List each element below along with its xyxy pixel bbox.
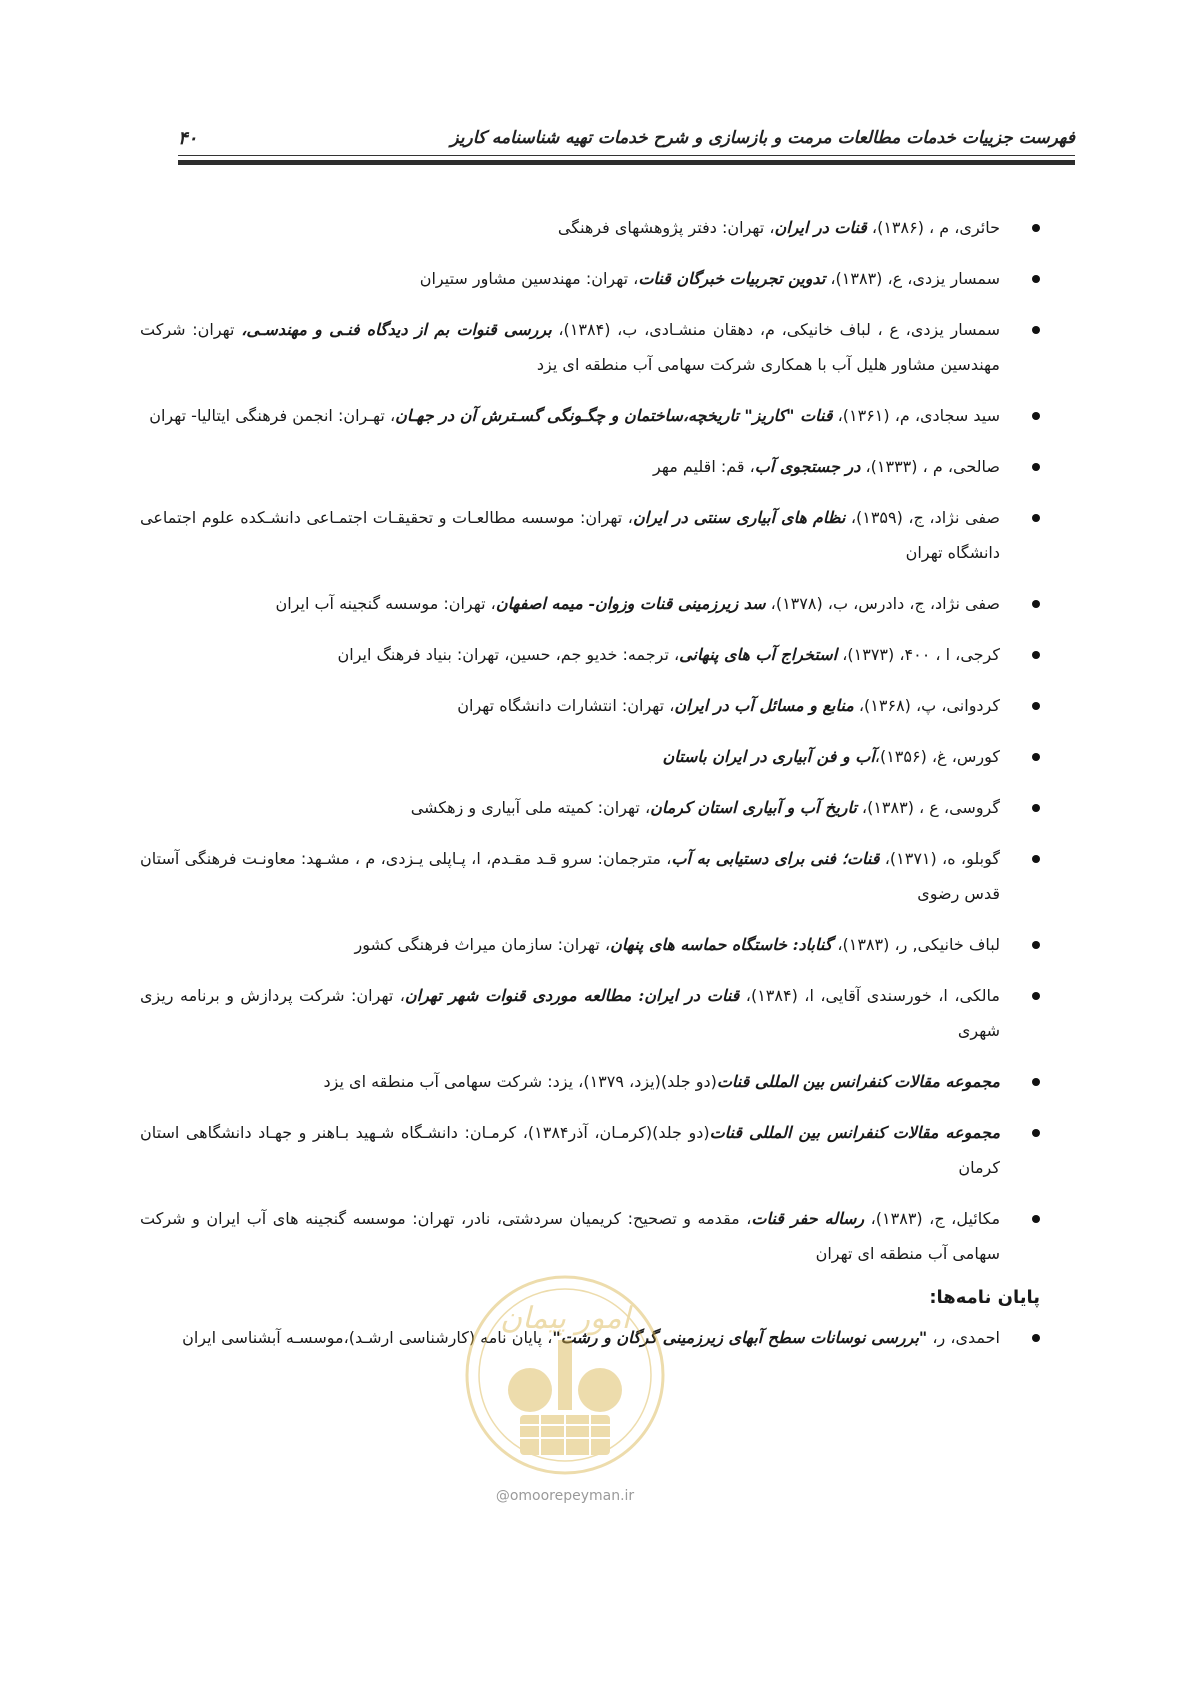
reference-item [140, 790, 1040, 825]
reference-title: قنات در ایران: مطالعه موردی قنوات شهر تهران [404, 986, 740, 1005]
bullet-icon [1032, 1334, 1040, 1342]
reference-title: سد زیرزمینی قنات وزوان- میمه اصفهان [495, 594, 766, 613]
reference-title: مجموعه مقالات کنفرانس بین المللی قنات [716, 1072, 1000, 1091]
reference-publisher: ، تهران: کمیته ملی آبیاری و زهکشی [410, 798, 651, 817]
reference-publisher: ، تهران: سازمان میراث فرهنگی کشور [354, 935, 611, 954]
reference-author: لباف خانیکی, ر، (۱۳۸۳)، [832, 935, 1000, 954]
reference-publisher: ، تهران: موسسه گنجینه آب ایران [275, 594, 496, 613]
reference-item [140, 1201, 1040, 1271]
reference-item [140, 739, 1040, 774]
bullet-icon [1032, 412, 1040, 420]
reference-title: قنات "کاریز" تاریخچه،ساختمان و چگـونگی گسـترش آن در جهـان [395, 406, 833, 425]
reference-title: نظام های آبیاری سنتی در ایران [632, 508, 846, 527]
watermark-logo [460, 1270, 670, 1480]
reference-author: سید سجادی، م، (۱۳۶۱)، [832, 406, 1000, 425]
bullet-icon [1032, 941, 1040, 949]
reference-author: مالکی، ا، خورسندی آقایی، ا، (۱۳۸۴)، [739, 986, 1000, 1005]
reference-publisher: ، تهران: مهندسین مشاور ستیران [419, 269, 639, 288]
reference-publisher: ، تهران: موسسه مطالعـات و تحقیقـات اجتمـاعی دانشـکده علوم اجتماعی دانشگاه تهران [140, 508, 1000, 562]
reference-title: "بررسی نوسانات سطح آبهای زیرزمینی گرگان و رشت" [552, 1328, 928, 1347]
reference-item [140, 1064, 1040, 1099]
bullet-icon [1032, 1215, 1040, 1223]
reference-list [140, 210, 1040, 1271]
theses-heading: پایان نامه‌ها: [929, 1287, 1040, 1308]
reference-publisher: تهران: شرکت مهندسین مشاور هلیل آب با همکاری شرکت سهامی آب منطقه ای یزد [140, 320, 1000, 374]
reference-title: آب و فن آبیاری در ایران باستان [662, 747, 875, 766]
bullet-icon [1032, 1078, 1040, 1086]
references-content [140, 210, 1040, 1371]
bullet-icon [1032, 224, 1040, 232]
page-header [178, 124, 1075, 150]
reference-item [140, 927, 1040, 962]
bullet-icon [1032, 804, 1040, 812]
reference-item [140, 210, 1040, 245]
reference-title: منابع و مسائل آب در ایران [674, 696, 854, 715]
bullet-icon [1032, 651, 1040, 659]
reference-item [140, 586, 1040, 621]
reference-author: احمدی، ر، [927, 1328, 1000, 1347]
reference-title: بررسی قنوات بم از دیدگاه فنـی و مهندسـی، [241, 320, 552, 339]
reference-item [140, 500, 1040, 570]
header-rule-thick [178, 160, 1075, 165]
bullet-icon [1032, 463, 1040, 471]
reference-author: کرجی، ا ، ۴۰۰، (۱۳۷۳)، [837, 645, 1000, 664]
bullet-icon [1032, 514, 1040, 522]
reference-author: صفی نژاد، ج، دادرس، ب، (۱۳۷۸)، [765, 594, 1000, 613]
reference-author: حائری، م ، (۱۳۸۶)، [866, 218, 1000, 237]
reference-author: کورس، غ، (۱۳۵۶)، [874, 747, 1000, 766]
reference-item [140, 449, 1040, 484]
reference-publisher: ، تهران: انتشارات دانشگاه تهران [457, 696, 675, 715]
bullet-icon [1032, 855, 1040, 863]
reference-author: سمسار یزدی، ع ، لباف خانیکی، م، دهقان منشـادی، ب، (۱۳۸۴)، [551, 320, 1001, 339]
bullet-icon [1032, 275, 1040, 283]
reference-item [140, 261, 1040, 296]
reference-item [140, 637, 1040, 672]
reference-title: تدوین تجربیات خبرگان قنات [638, 269, 826, 288]
reference-item [140, 312, 1040, 382]
reference-title: استخراج آب های پنهانی [679, 645, 838, 664]
header-title: فهرست جزییات خدمات مطالعات مرمت و بازسازی و شرح خدمات تهیه شناسنامه کاریز [450, 128, 1075, 148]
reference-publisher: ، تهـران: انجمن فرهنگی ایتالیا- تهران [149, 406, 396, 425]
bullet-icon [1032, 702, 1040, 710]
reference-author: سمسار یزدی، ع، (۱۳۸۳)، [825, 269, 1000, 288]
reference-publisher: ، قم: اقلیم مهر [653, 457, 755, 476]
watermark-text: امور پیمان [500, 1301, 630, 1336]
reference-item [140, 688, 1040, 723]
reference-publisher: (دو جلد)(یزد، ۱۳۷۹)، یزد: شرکت سهامی آب منطقه ای یزد [323, 1072, 717, 1091]
reference-item [140, 841, 1040, 911]
reference-author: کردوانی، پ، (۱۳۶۸)، [853, 696, 1000, 715]
reference-title: در جستجوی آب [754, 457, 861, 476]
reference-author: صفی نژاد، ج، (۱۳۵۹)، [845, 508, 1000, 527]
reference-publisher: ، مقدمه و تصحیح: کریمیان سردشتی، نادر، تهران: موسسه گنجینه های آب ایران و شرکت سهامی آب منطقه ای تهران [140, 1209, 1000, 1263]
reference-publisher: ، تهران: دفتر پژوهشهای فرهنگی [557, 218, 775, 237]
header-rule-thin [178, 155, 1075, 156]
bullet-icon [1032, 600, 1040, 608]
reference-publisher: ، ترجمه: خدیو جم، حسین، تهران: بنیاد فرهنگ ایران [337, 645, 680, 664]
reference-author: گوبلو، ه، (۱۳۷۱)، [879, 849, 1000, 868]
bullet-icon [1032, 753, 1040, 761]
reference-publisher: (دو جلد)(کرمـان، آذر۱۳۸۴)، کرمـان: دانشـگاه شـهید بـاهنر و جهـاد دانشگاهی استان کرمان [140, 1123, 1000, 1177]
reference-title: قنات؛ فنی برای دستیابی به آب [671, 849, 880, 868]
reference-author: گروسی، ع ، (۱۳۸۳)، [856, 798, 1000, 817]
reference-author: مکائیل، ج، (۱۳۸۳)، [864, 1209, 1001, 1228]
bullet-icon [1032, 326, 1040, 334]
reference-title: مجموعه مقالات کنفرانس بین المللی قنات [709, 1123, 1001, 1142]
reference-title: گناباد: خاستگاه حماسه های پنهان [610, 935, 833, 954]
reference-title: رساله حفر قنات [751, 1209, 865, 1228]
bullet-icon [1032, 1129, 1040, 1137]
reference-item [140, 398, 1040, 433]
watermark-url: @omoorepeyman.ir [495, 1488, 635, 1504]
reference-title: قنات در ایران [774, 218, 867, 237]
reference-publisher: ، تهران: شرکت پردازش و برنامه ریزی شهری [140, 986, 1000, 1040]
reference-title: تاریخ آب و آبیاری استان کرمان [650, 798, 857, 817]
reference-item [140, 978, 1040, 1048]
reference-publisher: ، پایان نامه (کارشناسی ارشـد)،موسسـه آبشناسی ایران [182, 1328, 553, 1347]
bullet-icon [1032, 992, 1040, 1000]
reference-author: صالحی، م ، (۱۳۳۳)، [860, 457, 1000, 476]
reference-item [140, 1115, 1040, 1185]
page-number: ۴۰ [178, 128, 198, 149]
reference-publisher: ، مترجمان: سرو قـد مقـدم، ا، پـاپلی یـزدی، م ، مشـهد: معاونـت فرهنگی آستان قدس رضوی [140, 849, 1000, 903]
